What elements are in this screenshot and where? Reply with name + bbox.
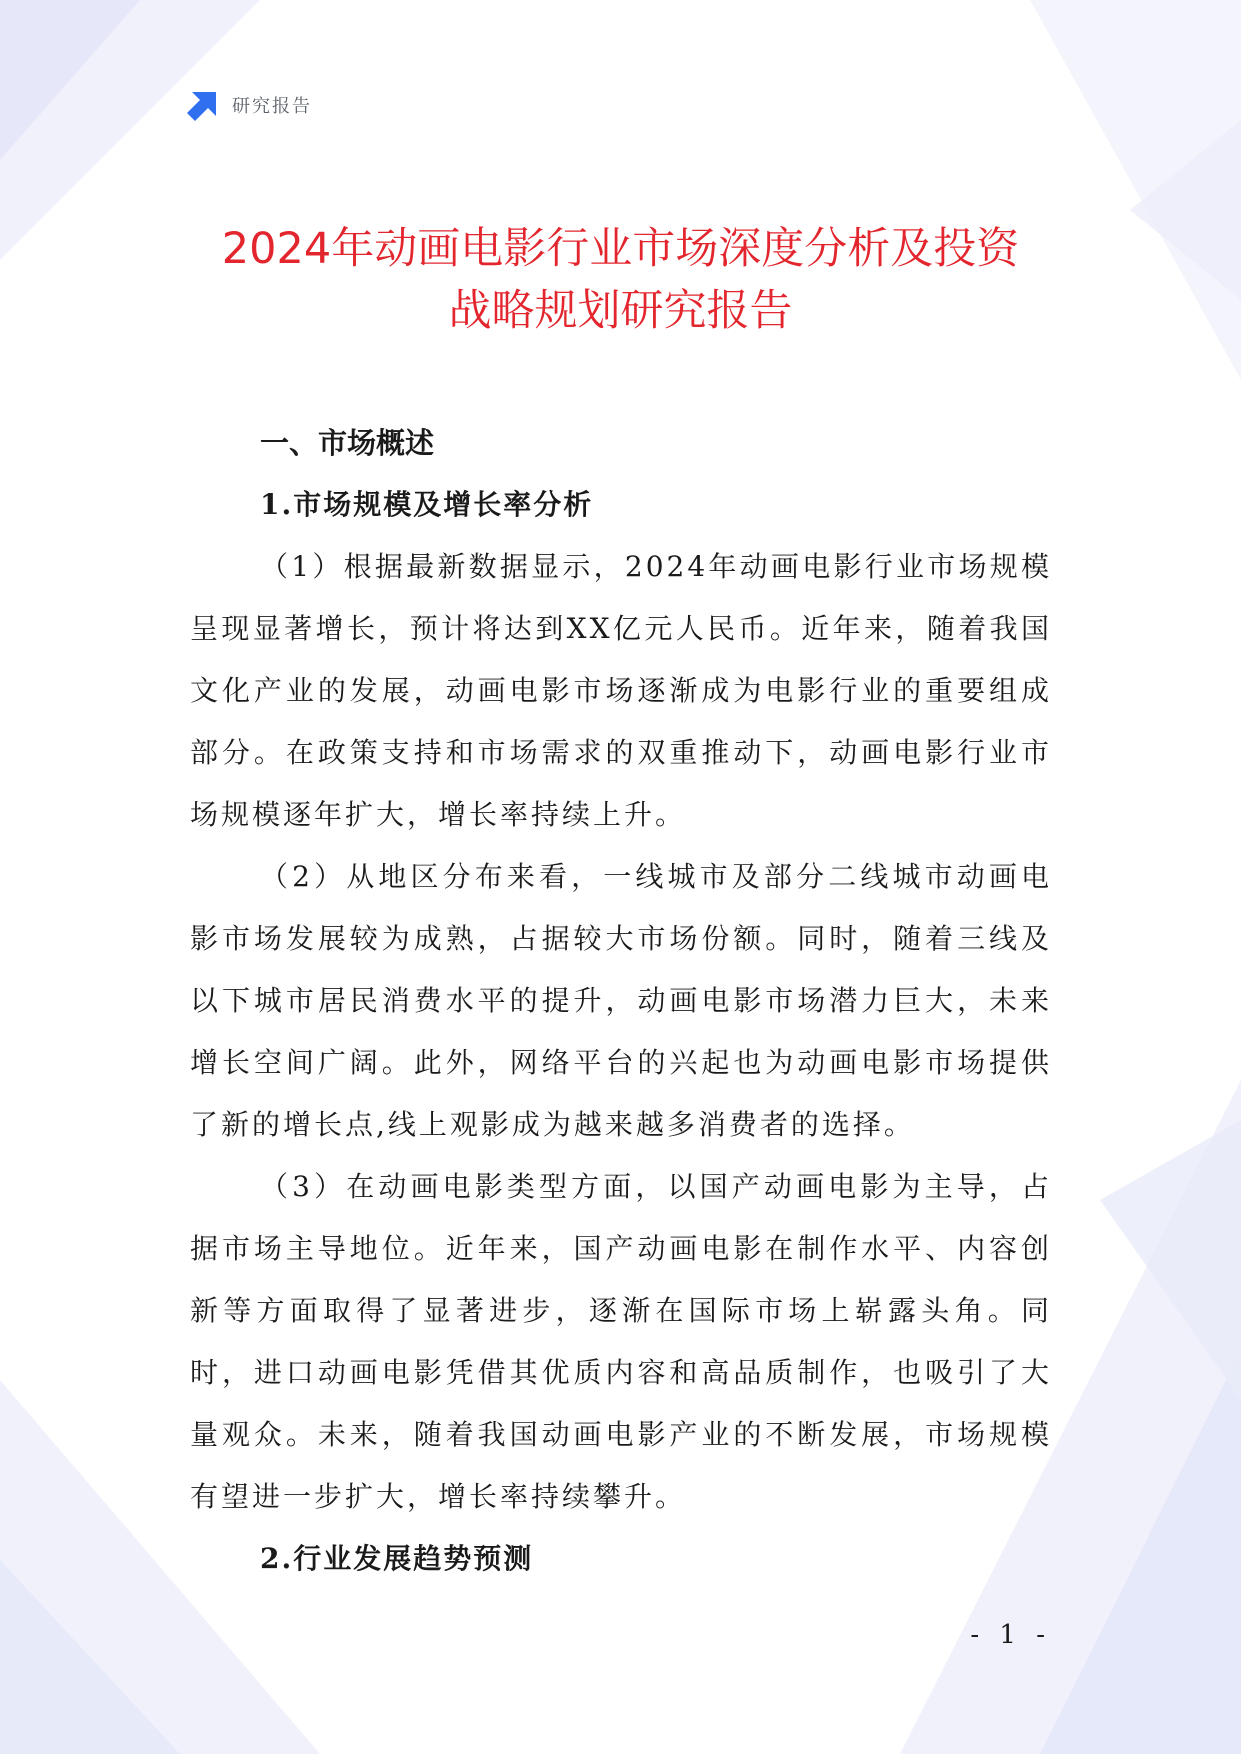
- section-heading: 一、市场概述: [260, 426, 435, 460]
- page-number: - 1 -: [970, 1620, 1051, 1650]
- title-line-2: 战略规划研究报告: [448, 286, 793, 336]
- paragraph-3: （3）在动画电影类型方面，以国产动画电影为主导，占据市场主导地位。近年来，国产动画电影在制作水平、内容创新等方面取得了显著进步，逐渐在国际市场上崭露头角。同时，进口动画电影凭借其优质内容和高品质制作，也吸引了大量观众。未来，随着我国动画电影产业的不断发展，市场规模有望进一步扩大，增长率持续攀升。: [190, 1170, 1052, 1513]
- report-header: [186, 88, 312, 122]
- header-brand-text: 研究报告: [232, 96, 312, 117]
- title-line-1: 2024年动画电影行业市场深度分析及投资: [221, 224, 1020, 274]
- paragraph-1: （1）根据最新数据显示，2024年动画电影行业市场规模呈现显著增长，预计将达到XX亿元人民币。近年来，随着我国文化产业的发展，动画电影市场逐渐成为电影行业的重要组成部分。在政策支持和市场需求的双重推动下，动画电影行业市场规模逐年扩大，增长率持续上升。: [190, 550, 1052, 831]
- sub-heading-2: 2.行业发展趋势预测: [260, 1542, 534, 1575]
- document-body: [190, 412, 1052, 1590]
- arrow-up-right-icon: [186, 88, 220, 122]
- sub-heading-1: 1.市场规模及增长率分析: [260, 488, 594, 521]
- paragraph-2: （2）从地区分布来看，一线城市及部分二线城市动画电影市场发展较为成熟，占据较大市场份额。同时，随着三线及以下城市居民消费水平的提升，动画电影市场潜力巨大，未来增长空间广阔。此外，网络平台的兴起也为动画电影市场提供了新的增长点,线上观影成为越来越多消费者的选择。: [190, 860, 1052, 1141]
- document-title: [0, 218, 1241, 342]
